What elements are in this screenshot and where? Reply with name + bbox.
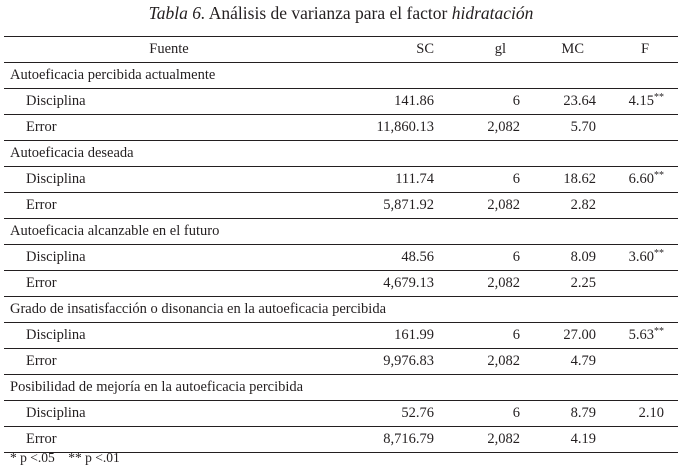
f-value: 4.15: [628, 93, 654, 109]
footnote-text: * p <.05 ** p <.01: [10, 450, 120, 465]
cell-gl: 6: [512, 327, 520, 343]
cell-mc: 27.00: [563, 327, 596, 343]
cell-mc: 18.62: [563, 171, 596, 187]
cell-f: [612, 245, 678, 271]
table-row: [4, 245, 678, 271]
cell-sc: 141.86: [394, 93, 434, 109]
section-title: Posibilidad de mejoría en la autoeficacia percibida: [10, 379, 304, 395]
section-row: [4, 219, 678, 245]
cell-mc: 2.82: [570, 197, 596, 213]
cell-sc: 5,871.92: [383, 197, 434, 213]
row-label: Disciplina: [26, 249, 86, 265]
cell-f: [612, 193, 678, 219]
significance-mark: **: [654, 170, 664, 181]
section-title: Autoeficacia percibida actualmente: [10, 67, 216, 83]
cell-gl: 6: [512, 249, 520, 265]
header-gl: gl: [494, 41, 506, 57]
cell-mc: 4.79: [570, 353, 596, 369]
cell-mc: 5.70: [570, 119, 596, 135]
row-label: Error: [26, 275, 57, 291]
cell-sc: 161.99: [394, 327, 434, 343]
row-label: Error: [26, 197, 57, 213]
cell-f: [612, 115, 678, 141]
table-row: [4, 401, 678, 427]
section-title: Autoeficacia alcanzable en el futuro: [10, 223, 220, 239]
cell-gl: 2,082: [487, 275, 520, 291]
f-value: 5.63: [628, 327, 654, 343]
anova-table: [4, 36, 678, 453]
table-row: [4, 167, 678, 193]
f-value: 3.60: [628, 249, 654, 265]
cell-sc: 9,976.83: [383, 353, 434, 369]
cell-f: [612, 427, 678, 453]
row-label: Disciplina: [26, 405, 86, 421]
section-row: [4, 375, 678, 401]
section-row: [4, 141, 678, 167]
header-mc: MC: [561, 41, 584, 57]
significance-mark: **: [654, 92, 664, 103]
cell-sc: 8,716.79: [383, 431, 434, 447]
cell-f: [612, 271, 678, 297]
table-row: [4, 115, 678, 141]
section-row: [4, 297, 678, 323]
cell-f: [612, 167, 678, 193]
significance-mark: **: [654, 326, 664, 337]
section-row: [4, 63, 678, 89]
header-f: F: [640, 41, 650, 57]
table-caption: [0, 3, 682, 24]
table-row: [4, 89, 678, 115]
cell-mc: 2.25: [570, 275, 596, 291]
table-row: [4, 427, 678, 453]
table-row: [4, 193, 678, 219]
table-row: [4, 271, 678, 297]
table-row: [4, 323, 678, 349]
cell-mc: 23.64: [563, 93, 596, 109]
significance-mark: **: [654, 248, 664, 259]
row-label: Error: [26, 119, 57, 135]
table-row: [4, 349, 678, 375]
cell-f: [612, 401, 678, 427]
cell-mc: 8.79: [570, 405, 596, 421]
row-label: Error: [26, 353, 57, 369]
caption-factor: hidratación: [451, 3, 534, 23]
f-value: 6.60: [628, 171, 654, 187]
row-label: Disciplina: [26, 171, 86, 187]
cell-gl: 2,082: [487, 431, 520, 447]
cell-sc: 48.56: [401, 249, 434, 265]
cell-f: [612, 89, 678, 115]
row-label: Error: [26, 431, 57, 447]
cell-gl: 2,082: [487, 119, 520, 135]
section-title: Grado de insatisfacción o disonancia en la autoeficacia percibida: [10, 301, 387, 317]
cell-sc: 52.76: [401, 405, 434, 421]
header-row: [4, 37, 678, 63]
cell-sc: 11,860.13: [376, 119, 434, 135]
cell-gl: 2,082: [487, 353, 520, 369]
cell-gl: 6: [512, 93, 520, 109]
cell-sc: 111.74: [395, 171, 434, 187]
cell-sc: 4,679.13: [383, 275, 434, 291]
row-label: Disciplina: [26, 327, 86, 343]
cell-mc: 8.09: [570, 249, 596, 265]
cell-mc: 4.19: [570, 431, 596, 447]
cell-gl: 6: [512, 171, 520, 187]
cell-f: [612, 349, 678, 375]
row-label: Disciplina: [26, 93, 86, 109]
section-title: Autoeficacia deseada: [10, 145, 134, 161]
f-value: 2.10: [638, 405, 664, 421]
caption-label: Tabla 6.: [148, 3, 206, 23]
table-footnote: [10, 450, 120, 466]
cell-gl: 2,082: [487, 197, 520, 213]
header-fuente: Fuente: [149, 41, 189, 57]
header-sc: SC: [416, 41, 434, 57]
caption-text: Análisis de varianza para el factor: [205, 3, 452, 23]
cell-f: [612, 323, 678, 349]
cell-gl: 6: [512, 405, 520, 421]
